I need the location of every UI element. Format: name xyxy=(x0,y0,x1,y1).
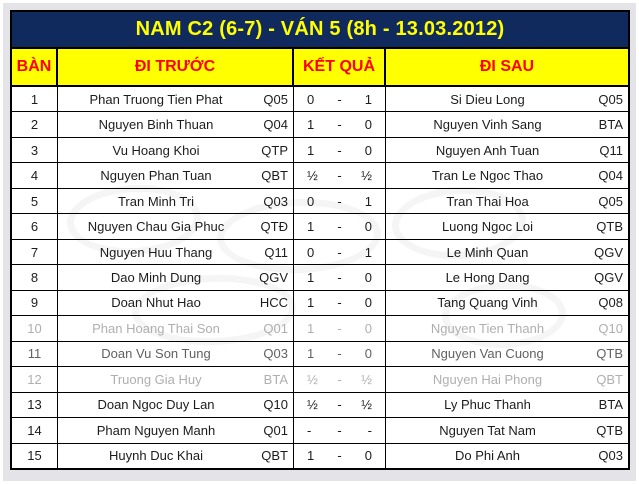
result-cell xyxy=(294,163,386,187)
result-cell xyxy=(294,138,386,162)
second-player-club: QTB xyxy=(596,346,623,362)
second-player-club: Q10 xyxy=(598,320,623,336)
board-number: 15 xyxy=(27,448,42,464)
result-separator: - xyxy=(337,371,342,387)
result-first-score: - xyxy=(307,422,312,438)
first-player-cell xyxy=(58,444,294,468)
second-player-club: Q03 xyxy=(598,448,623,464)
first-player-name: Truong Gia Huy xyxy=(110,371,202,387)
result-second-score: ½ xyxy=(361,168,372,184)
first-player-club: QTP xyxy=(261,142,288,158)
result-separator: - xyxy=(337,91,342,107)
table-row xyxy=(12,367,628,392)
second-player-cell xyxy=(386,214,628,238)
first-player-cell xyxy=(58,291,294,315)
first-player-name: Doan Ngoc Duy Lan xyxy=(97,397,215,413)
first-player-name: Vu Hoang Khoi xyxy=(112,142,200,158)
result-cell xyxy=(294,418,386,442)
result-first-score: ½ xyxy=(307,371,318,387)
second-player-club: Q05 xyxy=(598,193,623,209)
board-number: 7 xyxy=(30,244,39,260)
result-second-score: ½ xyxy=(361,371,372,387)
first-player-cell xyxy=(58,163,294,187)
board-number-cell xyxy=(12,138,58,162)
result-first-score: 1 xyxy=(307,320,315,336)
result-first-score: ½ xyxy=(307,397,318,413)
result-second-score: - xyxy=(367,422,372,438)
result-first-score: 0 xyxy=(307,91,315,107)
table-row xyxy=(12,214,628,239)
first-player-name: Doan Vu Son Tung xyxy=(101,346,211,362)
second-player-name: Do Phi Anh xyxy=(454,448,521,464)
result-cell xyxy=(294,316,386,340)
table-row xyxy=(12,265,628,290)
board-number-cell xyxy=(12,316,58,340)
board-number-cell xyxy=(12,163,58,187)
first-player-cell xyxy=(58,393,294,417)
second-player-name: Tran Le Ngoc Thao xyxy=(431,168,544,184)
first-player-club: Q10 xyxy=(263,397,288,413)
result-cell xyxy=(294,87,386,111)
first-player-name: Nguyen Phan Tuan xyxy=(100,168,212,184)
result-separator: - xyxy=(337,117,342,133)
board-number-cell xyxy=(12,342,58,366)
result-second-score: 0 xyxy=(364,320,372,336)
result-cell xyxy=(294,240,386,264)
second-player-name: Nguyen Tat Nam xyxy=(439,422,536,438)
first-player-club: QBT xyxy=(261,448,288,464)
second-player-cell xyxy=(386,112,628,136)
result-first-score: 1 xyxy=(307,142,315,158)
second-player-cell xyxy=(386,291,628,315)
second-player-name: Tran Thai Hoa xyxy=(446,193,529,209)
result-first-score: 0 xyxy=(307,244,315,260)
board-number-cell xyxy=(12,240,58,264)
board-number-cell xyxy=(12,367,58,391)
first-player-cell xyxy=(58,342,294,366)
result-cell xyxy=(294,265,386,289)
first-player-cell xyxy=(58,240,294,264)
first-player-name: Huynh Duc Khai xyxy=(109,448,203,464)
board-number: 5 xyxy=(30,193,39,209)
second-player-name: Le Minh Quan xyxy=(446,244,529,260)
column-header-result: KẾT QUẢ xyxy=(294,49,386,85)
second-player-club: Q04 xyxy=(598,168,623,184)
first-player-cell xyxy=(58,87,294,111)
first-player-club: QGV xyxy=(259,270,288,286)
second-player-name: Le Hong Dang xyxy=(445,270,530,286)
table-row xyxy=(12,189,628,214)
result-cell xyxy=(294,444,386,468)
result-second-score: 0 xyxy=(364,448,372,464)
board-number-cell xyxy=(12,265,58,289)
result-cell xyxy=(294,214,386,238)
second-player-cell xyxy=(386,240,628,264)
result-separator: - xyxy=(337,422,342,438)
result-cell xyxy=(294,393,386,417)
result-first-score: 1 xyxy=(307,219,315,235)
second-player-club: QBT xyxy=(596,371,623,387)
result-separator: - xyxy=(337,346,342,362)
board-number: 1 xyxy=(30,91,39,107)
result-separator: - xyxy=(337,142,342,158)
table-row xyxy=(12,342,628,367)
first-player-name: Phan Hoang Thai Son xyxy=(92,320,220,336)
result-first-score: 1 xyxy=(307,117,315,133)
first-player-cell xyxy=(58,418,294,442)
result-separator: - xyxy=(337,168,342,184)
board-number-cell xyxy=(12,87,58,111)
board-number: 10 xyxy=(27,320,42,336)
result-separator: - xyxy=(337,397,342,413)
second-player-club: QGV xyxy=(594,270,623,286)
second-player-club: QTB xyxy=(596,422,623,438)
first-player-club: Q05 xyxy=(263,91,288,107)
first-player-club: HCC xyxy=(259,295,288,311)
second-player-name: Nguyen Hai Phong xyxy=(432,371,543,387)
table-header-row xyxy=(12,49,628,87)
result-cell xyxy=(294,367,386,391)
table-row xyxy=(12,138,628,163)
column-header-first-mover: ĐI TRƯỚC xyxy=(58,49,294,85)
result-separator: - xyxy=(337,448,342,464)
first-player-club: Q01 xyxy=(263,320,288,336)
result-first-score: 0 xyxy=(307,193,315,209)
result-separator: - xyxy=(337,320,342,336)
result-separator: - xyxy=(337,244,342,260)
result-second-score: 1 xyxy=(364,91,372,107)
first-player-club: QBT xyxy=(261,168,288,184)
second-player-name: Nguyen Anh Tuan xyxy=(435,142,540,158)
first-player-cell xyxy=(58,138,294,162)
second-player-club: Q05 xyxy=(598,91,623,107)
table-row xyxy=(12,291,628,316)
result-cell xyxy=(294,291,386,315)
second-player-club: BTA xyxy=(598,397,623,413)
first-player-cell xyxy=(58,367,294,391)
column-header-second-mover: ĐI SAU xyxy=(479,58,535,75)
second-player-cell xyxy=(386,189,628,213)
board-number: 4 xyxy=(30,168,39,184)
result-cell xyxy=(294,189,386,213)
result-second-score: 0 xyxy=(364,219,372,235)
first-player-name: Doan Nhut Hao xyxy=(111,295,201,311)
board-number-cell xyxy=(12,444,58,468)
board-number-cell xyxy=(12,214,58,238)
second-player-cell xyxy=(386,393,628,417)
second-player-cell xyxy=(386,444,628,468)
second-player-cell xyxy=(386,367,628,391)
result-second-score: 1 xyxy=(364,193,372,209)
first-player-name: Nguyen Chau Gia Phuc xyxy=(87,219,225,235)
second-player-cell xyxy=(386,163,628,187)
board-number-cell xyxy=(12,291,58,315)
result-cell xyxy=(294,112,386,136)
result-separator: - xyxy=(337,193,342,209)
second-player-cell xyxy=(386,87,628,111)
second-player-cell xyxy=(386,265,628,289)
first-player-name: Nguyen Huu Thang xyxy=(99,244,213,260)
second-player-club: Q11 xyxy=(599,142,623,158)
results-table xyxy=(10,10,630,470)
second-player-cell xyxy=(386,342,628,366)
first-player-name: Phan Truong Tien Phat xyxy=(89,91,223,107)
table-row xyxy=(12,163,628,188)
board-number-cell xyxy=(12,393,58,417)
board-number: 13 xyxy=(27,397,42,413)
first-player-club: BTA xyxy=(263,371,288,387)
first-player-name: Dao Minh Dung xyxy=(110,270,202,286)
second-player-name: Nguyen Van Cuong xyxy=(431,346,544,362)
result-separator: - xyxy=(337,270,342,286)
result-first-score: 1 xyxy=(307,270,315,286)
table-row xyxy=(12,444,628,468)
first-player-club: Q04 xyxy=(263,117,288,133)
table-row xyxy=(12,393,628,418)
second-player-club: QGV xyxy=(594,244,623,260)
second-player-club: BTA xyxy=(598,117,623,133)
result-second-score: 0 xyxy=(364,346,372,362)
first-player-name: Tran Minh Tri xyxy=(117,193,195,209)
board-number: 12 xyxy=(27,371,42,387)
first-player-club: Q01 xyxy=(263,422,288,438)
table-row xyxy=(12,112,628,137)
result-first-score: 1 xyxy=(307,448,315,464)
table-row xyxy=(12,240,628,265)
board-number: 14 xyxy=(27,422,42,438)
first-player-cell xyxy=(58,316,294,340)
column-header-board: BÀN xyxy=(12,49,58,85)
first-player-cell xyxy=(58,214,294,238)
second-player-name: Luong Ngoc Loi xyxy=(441,219,534,235)
result-second-score: 1 xyxy=(364,244,372,260)
result-second-score: ½ xyxy=(361,397,372,413)
board-number: 9 xyxy=(30,295,39,311)
first-player-club: Q03 xyxy=(263,346,288,362)
second-player-cell xyxy=(386,138,628,162)
second-player-club: Q08 xyxy=(598,295,623,311)
result-separator: - xyxy=(337,219,342,235)
table-body xyxy=(12,87,628,468)
second-player-name: Nguyen Tien Thanh xyxy=(430,320,545,336)
second-player-name: Nguyen Vinh Sang xyxy=(433,117,542,133)
result-second-score: 0 xyxy=(364,117,372,133)
second-player-club: QTB xyxy=(596,219,623,235)
second-player-name: Si Dieu Long xyxy=(450,91,525,107)
first-player-cell xyxy=(58,189,294,213)
first-player-cell xyxy=(58,112,294,136)
first-player-name: Pham Nguyen Manh xyxy=(96,422,216,438)
result-separator: - xyxy=(337,295,342,311)
first-player-name: Nguyen Binh Thuan xyxy=(98,117,214,133)
board-number: 11 xyxy=(27,346,42,362)
result-second-score: 0 xyxy=(364,295,372,311)
table-title-bar xyxy=(12,12,628,49)
table-row xyxy=(12,87,628,112)
board-number: 8 xyxy=(30,270,39,286)
second-player-name: Tang Quang Vinh xyxy=(437,295,538,311)
first-player-club: Q11 xyxy=(264,244,288,260)
table-row xyxy=(12,418,628,443)
board-number: 2 xyxy=(30,117,39,133)
first-player-cell xyxy=(58,265,294,289)
result-first-score: 1 xyxy=(307,295,315,311)
first-player-club: QTĐ xyxy=(260,219,288,235)
board-number-cell xyxy=(12,418,58,442)
result-second-score: 0 xyxy=(364,142,372,158)
second-player-name: Ly Phuc Thanh xyxy=(444,397,531,413)
result-second-score: 0 xyxy=(364,270,372,286)
table-row xyxy=(12,316,628,341)
second-player-cell xyxy=(386,316,628,340)
result-first-score: ½ xyxy=(307,168,318,184)
second-player-cell xyxy=(386,418,628,442)
result-cell xyxy=(294,342,386,366)
board-number-cell xyxy=(12,112,58,136)
page-title: NAM C2 (6-7) - VÁN 5 (8h - 13.03.2012) xyxy=(135,18,505,40)
first-player-club: Q03 xyxy=(263,193,288,209)
board-number-cell xyxy=(12,189,58,213)
board-number: 3 xyxy=(30,142,39,158)
board-number: 6 xyxy=(30,219,39,235)
result-first-score: 1 xyxy=(307,346,315,362)
